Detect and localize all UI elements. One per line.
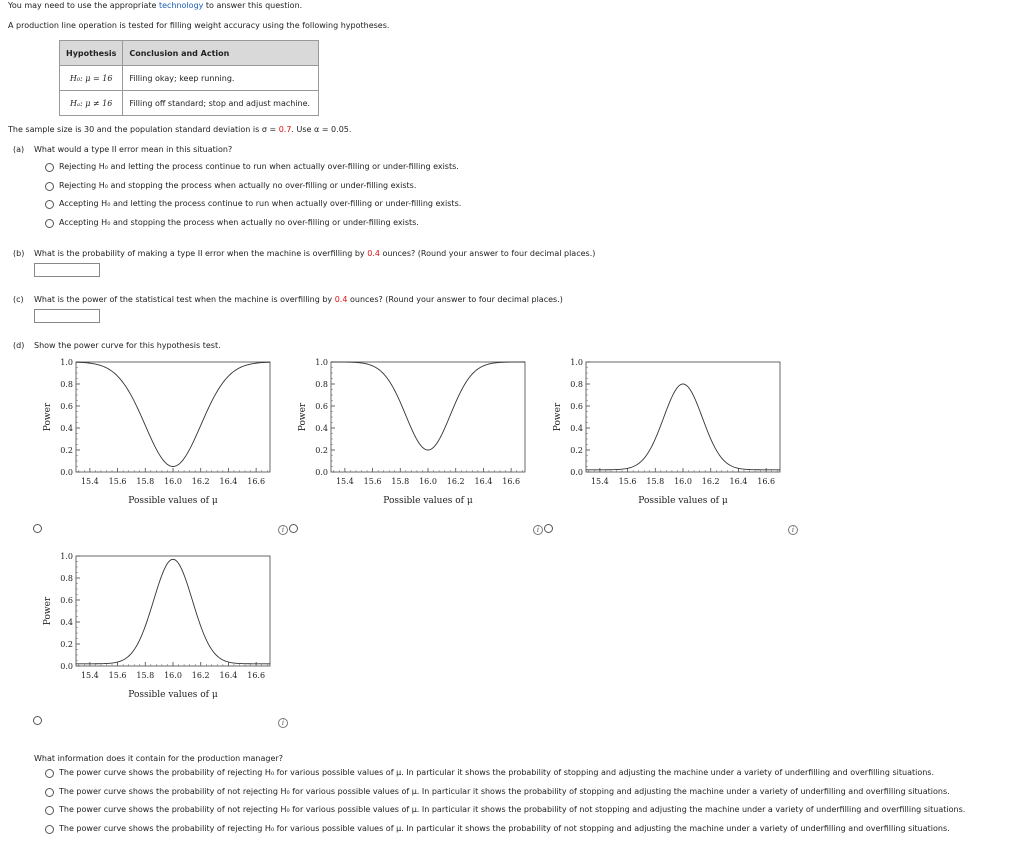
x-tick-label: 16.4 [729,477,748,486]
y-tick-label: 0.6 [315,402,328,411]
part-e-radio-3[interactable] [45,806,54,815]
part-b-answer-input[interactable] [34,263,100,277]
part-c-question [34,295,563,304]
part-a-option-4[interactable]: Accepting H₀ and stopping the process when actually no over-filling or under-filling exists. [59,218,419,227]
part-c-overfill-value: 0.4 [334,295,348,304]
plot-frame [76,362,270,472]
y-tick-label: 0.4 [60,618,73,627]
y-axis-label: Power [43,402,53,432]
y-axis-label: Power [298,402,308,432]
y-tick-label: 0.4 [570,424,583,433]
y-axis-label: Power [43,596,53,626]
part-c-answer-input[interactable] [34,309,100,323]
part-e-option-1[interactable]: The power curve shows the probability of rejecting H₀ for various possible values of μ. In particular it shows the probability of stopping and adjusting the machine under a variety of underfilling and overfilling situations. [59,768,935,777]
x-tick-label: 16.0 [674,477,692,486]
part-e-option-2[interactable]: The power curve shows the probability of not rejecting H₀ for various possible values of μ. In particular it shows the probability of stopping and adjusting the machine under a variety of underfilling and overfilling situations. [59,787,950,796]
y-tick-label: 0.2 [570,446,583,455]
part-e-radio-2[interactable] [45,788,54,797]
part-a-label: (a) [13,145,25,154]
power-curve-line [586,384,780,470]
part-e-radio-4[interactable] [45,825,54,834]
x-tick-label: 15.8 [136,477,155,486]
y-tick-label: 0.6 [60,596,73,605]
y-tick-label: 1.0 [315,358,328,367]
part-c-text-end: ounces? (Round your answer to four decimal places.) [347,295,563,304]
part-b-text: What is the probability of making a type II error when the machine is overfilling by [34,249,368,258]
x-tick-label: 16.2 [446,477,465,486]
x-axis-label: Possible values of μ [383,496,473,506]
instruction-text-end: to answer this question. [203,1,303,10]
chart-1-info-icon[interactable]: i [278,525,288,535]
power-curve-chart-3 [548,352,788,514]
part-a-radio-3[interactable] [45,200,54,209]
x-tick-label: 16.4 [474,477,493,486]
x-tick-label: 15.6 [618,477,637,486]
part-a-radio-2[interactable] [45,182,54,191]
table-row [60,66,319,91]
part-b-text-end: ounces? (Round your answer to four decimal places.) [379,249,596,258]
part-e-question: What information does it contain for the production manager? [34,754,283,763]
instruction-line [8,1,302,10]
chart-1-radio[interactable] [33,524,42,533]
x-axis-label: Possible values of μ [128,690,218,700]
x-tick-label: 15.4 [80,477,99,486]
x-tick-label: 15.8 [136,671,155,680]
x-tick-label: 16.2 [191,477,210,486]
x-tick-label: 16.2 [191,671,210,680]
hypothesis-table [59,40,319,116]
y-tick-label: 0.2 [60,640,73,649]
power-curve-line [76,362,270,466]
y-tick-label: 0.0 [60,468,73,477]
x-tick-label: 16.4 [219,671,238,680]
y-tick-label: 0.2 [60,446,73,455]
x-tick-label: 15.4 [335,477,354,486]
plot-frame [76,556,270,666]
hypothesis-null: H₀: μ = 16 [60,66,123,91]
x-tick-label: 15.6 [363,477,382,486]
alpha-text: . Use α = 0.05. [291,125,352,134]
y-tick-label: 0.8 [570,380,583,389]
plot-frame [586,362,780,472]
x-tick-label: 16.0 [419,477,437,486]
chart-3-info-icon[interactable]: i [788,525,798,535]
y-tick-label: 0.8 [315,380,328,389]
x-tick-label: 16.6 [757,477,776,486]
y-tick-label: 0.4 [315,424,328,433]
x-tick-label: 16.2 [701,477,720,486]
action-alt: Filling off standard; stop and adjust machine. [123,91,319,116]
part-a-radio-4[interactable] [45,219,54,228]
chart-2-radio[interactable] [289,524,298,533]
x-tick-label: 15.6 [108,477,127,486]
sigma-value: 0.7 [278,125,292,134]
y-tick-label: 0.6 [60,402,73,411]
x-tick-label: 15.8 [646,477,665,486]
y-tick-label: 0.8 [60,574,73,583]
x-tick-label: 15.6 [108,671,127,680]
chart-3-radio[interactable] [544,524,553,533]
y-tick-label: 0.4 [60,424,73,433]
y-tick-label: 0.2 [315,446,328,455]
part-b-label: (b) [13,249,25,258]
y-tick-label: 0.6 [570,402,583,411]
y-tick-label: 0.0 [570,468,583,477]
x-tick-label: 16.0 [164,477,182,486]
chart-2-info-icon[interactable]: i [533,525,543,535]
y-tick-label: 1.0 [60,358,73,367]
part-e-option-4[interactable]: The power curve shows the probability of rejecting H₀ for various possible values of μ. In particular it shows the probability of not stopping and adjusting the machine under a variety of underfilling and overfilling situations. [59,824,950,833]
y-axis-label: Power [553,402,563,432]
y-tick-label: 0.0 [315,468,328,477]
part-d-label: (d) [13,341,25,350]
x-tick-label: 16.6 [247,671,266,680]
y-tick-label: 1.0 [60,552,73,561]
power-curve-chart-4 [38,546,278,708]
power-curve-line [331,362,525,450]
chart-4-radio[interactable] [33,716,42,725]
sample-info [8,125,351,134]
table-header-conclusion: Conclusion and Action [123,41,319,66]
part-a-option-1[interactable]: Rejecting H₀ and letting the process continue to run when actually over-filling or under-filling exists. [59,162,459,171]
x-tick-label: 15.4 [590,477,609,486]
x-tick-label: 16.4 [219,477,238,486]
y-tick-label: 0.8 [60,380,73,389]
power-curve-chart-1 [38,352,278,514]
part-a-option-2[interactable]: Rejecting H₀ and stopping the process when actually no over-filling or under-filling exists. [59,181,417,190]
problem-statement: A production line operation is tested for filling weight accuracy using the following hypotheses. [8,21,390,30]
part-c-label: (c) [13,295,24,304]
instruction-text: You may need to use the appropriate [8,1,159,10]
hypothesis-alt: Hₐ: μ ≠ 16 [60,91,123,116]
plot-frame [331,362,525,472]
part-b-question [34,249,595,258]
table-header-hypothesis: Hypothesis [60,41,123,66]
technology-link[interactable]: technology [158,1,204,10]
x-tick-label: 15.8 [391,477,410,486]
part-a-option-3[interactable]: Accepting H₀ and letting the process continue to run when actually over-filling or under-filling exists. [59,199,462,208]
action-null: Filling okay; keep running. [123,66,319,91]
sample-info-text: The sample size is 30 and the population standard deviation is σ = [8,125,279,134]
y-tick-label: 1.0 [570,358,583,367]
x-tick-label: 16.6 [502,477,521,486]
part-e-radio-1[interactable] [45,769,54,778]
part-e-option-3[interactable]: The power curve shows the probability of not rejecting H₀ for various possible values of μ. In particular it shows the probability of not stopping and adjusting the machine under a variety of underfilling and overfilling situations. [59,805,966,814]
power-curve-chart-2 [293,352,533,514]
x-axis-label: Possible values of μ [128,496,218,506]
part-c-text: What is the power of the statistical test when the machine is overfilling by [34,295,335,304]
part-b-overfill-value: 0.4 [367,249,380,258]
part-a-radio-1[interactable] [45,163,54,172]
x-tick-label: 16.6 [247,477,266,486]
power-curve-line [76,559,270,664]
part-a-question: What would a type II error mean in this situation? [34,145,233,154]
x-tick-label: 15.4 [80,671,99,680]
table-row [60,91,319,116]
chart-4-info-icon[interactable]: i [278,718,288,728]
y-tick-label: 0.0 [60,662,73,671]
x-axis-label: Possible values of μ [638,496,728,506]
x-tick-label: 16.0 [164,671,182,680]
part-d-question: Show the power curve for this hypothesis test. [34,341,221,350]
